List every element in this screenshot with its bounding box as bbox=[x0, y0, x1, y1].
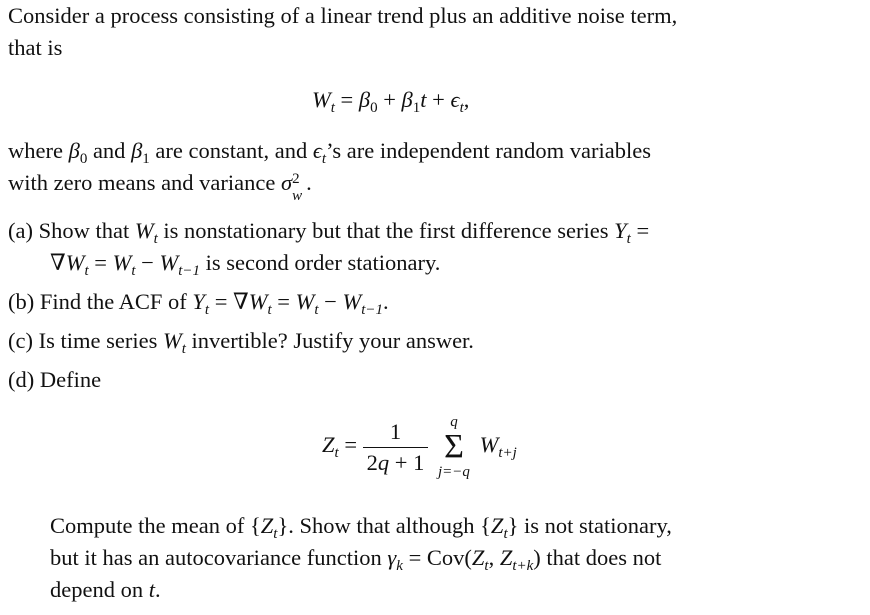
part-d-line-2: but it has an autocovariance function $\gamma_k = Cov(Z_t$, $Z_{t+k}$) that does not bbox=[50, 545, 662, 574]
where-line-1: where $\beta_0$ and $\beta_1$ are constant, and $\epsilon_t’s$ are independent random variables bbox=[8, 138, 651, 167]
part-a-line-2: $\nabla W_t = W_t - W_{t-1}$ is second order stationary. bbox=[50, 250, 441, 279]
part-d-line-1: Compute the mean of $\{Z_t\}$. Show that although $\{Z_t\}$ is not stationary, bbox=[50, 513, 672, 542]
moving-average-equation: $Z_t$ = $\frac{1}{2q + 1}$ q Σ j=−q $W_{t+j}$ bbox=[322, 414, 517, 480]
part-c-label: (c) bbox=[8, 328, 33, 353]
part-d-label: (d) bbox=[8, 367, 35, 392]
part-a-label: (a) bbox=[8, 218, 33, 243]
where-line-2: with zero means and variance σ 2 w . bbox=[8, 170, 312, 204]
part-d-line-3: depend on t. bbox=[50, 577, 161, 602]
part-c: (c) Is time series $W_t$ invertible? Justify your answer. bbox=[8, 328, 474, 357]
trend-equation: $W_t = \beta_0 + \beta_1t + \epsilon_t$, bbox=[312, 87, 470, 116]
part-b-label: (b) bbox=[8, 289, 35, 314]
intro-line-2: that is bbox=[8, 35, 63, 60]
summation-symbol: q Σ j=−q bbox=[438, 414, 470, 480]
fraction: $\frac{1}{2q + 1}$ bbox=[363, 417, 429, 478]
part-d-intro bbox=[8, 366, 101, 394]
part-a-line-1: (a) Show that $W_t$ is nonstationary but that the first difference series $Y_t$ = bbox=[8, 218, 650, 247]
part-b: (b) Find the ACF of $Y_t = \nabla W_t = W_t - W_{t-1}$. bbox=[8, 289, 389, 318]
intro-line-1: Consider a process consisting of a linear trend plus an additive noise term, bbox=[8, 3, 678, 28]
part-d-define: Define bbox=[39, 367, 102, 392]
